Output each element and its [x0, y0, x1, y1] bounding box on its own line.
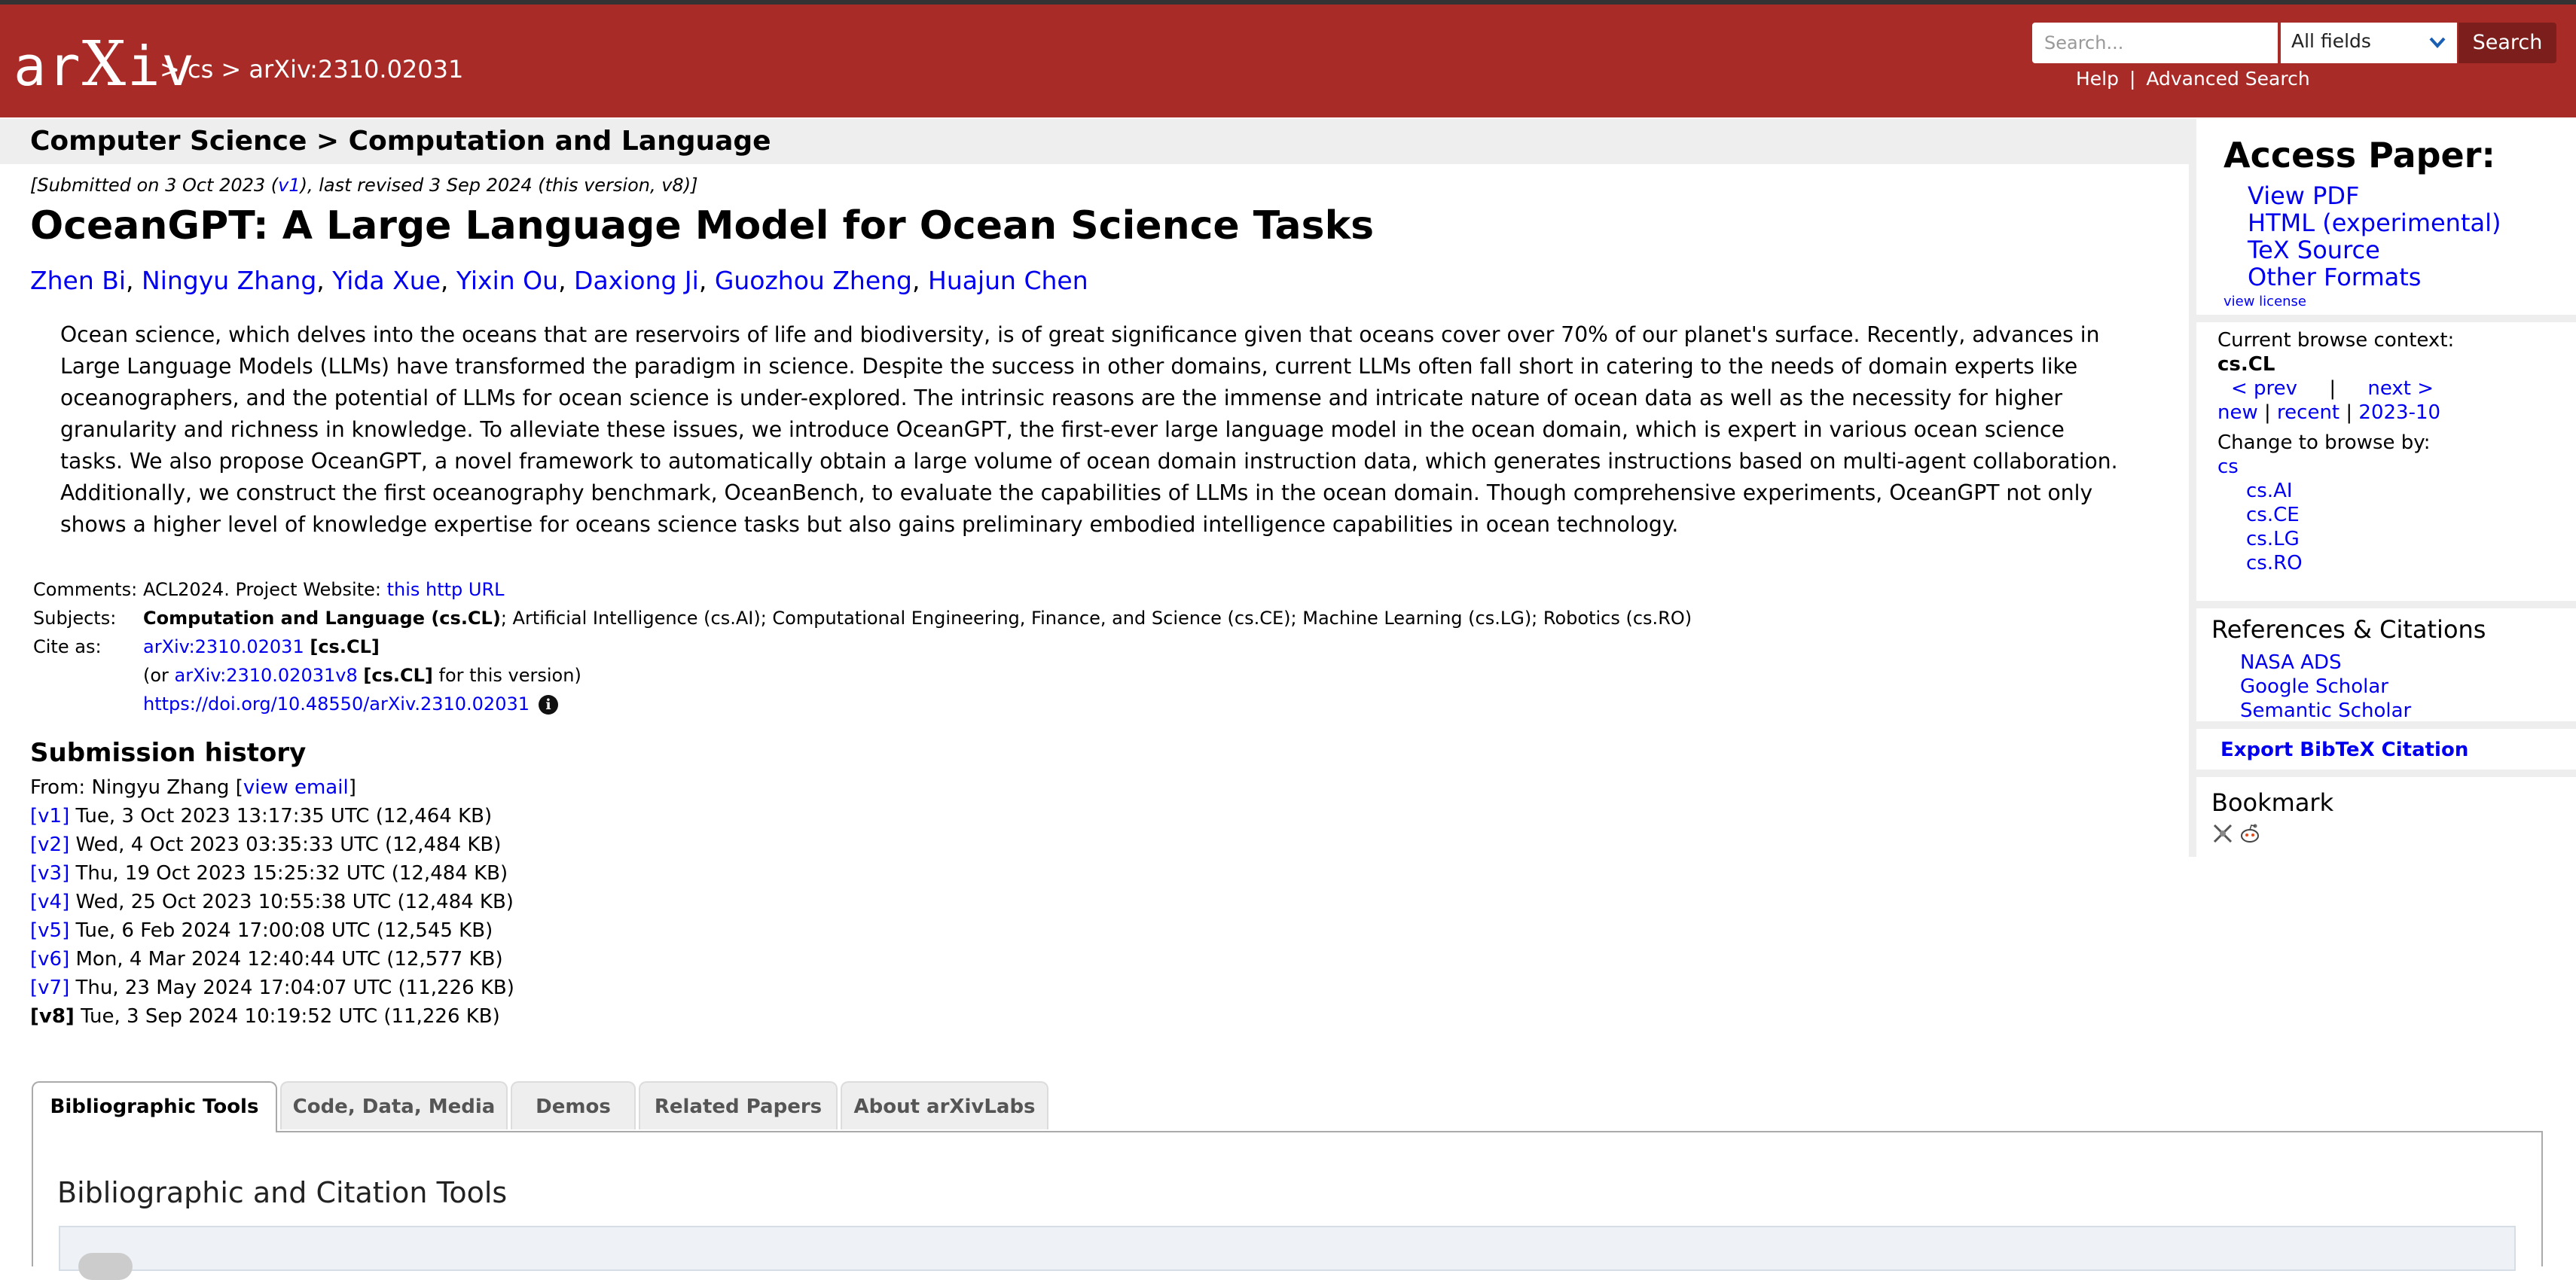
comments-label: Comments: — [33, 579, 138, 600]
version-link[interactable]: [v1] — [30, 805, 70, 827]
author-list: Zhen Bi, Ningyu Zhang, Yida Xue, Yixin Ou, Daxiong Ji, Guozhou Zheng, Huajun Chen — [30, 266, 1088, 295]
change-browse-label: Change to browse by: — [2217, 431, 2431, 454]
submitter-prefix: From: Ningyu Zhang [ — [30, 776, 243, 799]
version-info: Thu, 23 May 2024 17:04:07 UTC (11,226 KB) — [69, 977, 514, 999]
paper-title: OceanGPT: A Large Language Model for Ocean Science Tasks — [30, 203, 1375, 248]
month-link[interactable]: 2023-10 — [2358, 401, 2441, 424]
author-link[interactable]: Ningyu Zhang — [142, 266, 317, 295]
browse-context — [2217, 328, 2454, 575]
references-box — [2196, 601, 2576, 729]
new-link[interactable]: new — [2217, 401, 2258, 424]
recent-link[interactable]: recent — [2277, 401, 2340, 424]
tab-panel — [32, 1131, 2543, 1266]
category-link[interactable]: cs.CE — [2246, 504, 2300, 526]
cite-or-prefix: (or — [143, 665, 175, 686]
cite-label: Cite as: — [33, 636, 102, 657]
search-input[interactable] — [2032, 23, 2278, 63]
version-link[interactable]: [v5] — [30, 919, 70, 942]
subcategory-list — [2217, 479, 2454, 575]
nasa-ads-link[interactable]: NASA ADS — [2240, 651, 2342, 674]
version-row-current — [30, 1002, 514, 1031]
metadata-table — [33, 575, 1692, 718]
version-info: Tue, 3 Oct 2023 13:17:35 UTC (12,464 KB) — [69, 805, 493, 827]
cite-category: [cs.CL] — [310, 636, 380, 657]
dateline-prefix: [Submitted on 3 Oct 2023 ( — [30, 175, 279, 196]
access-paper-heading: Access Paper: — [2223, 135, 2495, 175]
author-link[interactable]: Yida Xue — [332, 266, 441, 295]
subject-header — [0, 119, 2190, 164]
version-link[interactable]: [v7] — [30, 977, 70, 999]
category-link[interactable]: cs.AI — [2246, 480, 2293, 502]
author-link[interactable]: Huajun Chen — [928, 266, 1088, 295]
context-value: cs.CL — [2217, 353, 2275, 376]
doi-spacer — [33, 690, 143, 718]
header-links — [2076, 66, 2310, 92]
author-link[interactable]: Daxiong Ji — [574, 266, 699, 295]
version-row — [30, 859, 514, 888]
submission-history — [30, 773, 514, 1031]
comments-row — [33, 575, 1692, 604]
comments-text: ACL2024. Project Website: — [143, 579, 387, 600]
submission-history-heading: Submission history — [30, 738, 307, 768]
version-link[interactable]: [v2] — [30, 834, 70, 856]
doi-row — [33, 690, 1692, 718]
version-link[interactable]: [v4] — [30, 891, 70, 913]
submitter-line — [30, 773, 514, 802]
category-cs-link[interactable]: cs — [2217, 456, 2239, 478]
bibsonomy-icon[interactable] — [2211, 822, 2234, 845]
tab-related-papers[interactable]: Related Papers — [639, 1081, 838, 1129]
new-recent-row — [2217, 401, 2454, 425]
info-icon[interactable]: i — [539, 695, 558, 715]
cite-version-spacer — [33, 661, 143, 690]
current-version-label: [v8] — [30, 1005, 75, 1028]
tab-about-arxivlabs[interactable]: About arXivLabs — [841, 1081, 1048, 1129]
header-link-separator: | — [2129, 68, 2136, 90]
version-row — [30, 916, 514, 945]
view-license-link[interactable]: view license — [2223, 294, 2307, 309]
semantic-scholar-link[interactable]: Semantic Scholar — [2240, 699, 2412, 722]
doi-link[interactable]: https://doi.org/10.48550/arXiv.2310.02031 — [143, 693, 530, 715]
version-link[interactable]: [v3] — [30, 862, 70, 885]
reddit-icon[interactable] — [2239, 822, 2261, 845]
tab-demos[interactable]: Demos — [511, 1081, 636, 1129]
bookmark-box — [2196, 770, 2576, 857]
dateline-v1-link[interactable]: v1 — [278, 175, 301, 196]
prev-next-row — [2217, 376, 2454, 401]
version-info: Thu, 19 Oct 2023 15:25:32 UTC (12,484 KB) — [69, 862, 508, 885]
sidebar — [2189, 119, 2576, 857]
google-scholar-link[interactable]: Google Scholar — [2240, 675, 2388, 698]
bookmark-heading: Bookmark — [2211, 788, 2334, 817]
subjects-label: Subjects: — [33, 608, 117, 629]
breadcrumb[interactable]: > cs > arXiv:2310.02031 — [160, 55, 464, 84]
cite-version-category: [cs.CL] — [363, 665, 433, 686]
author-link[interactable]: Zhen Bi — [30, 266, 127, 295]
subjects-row — [33, 604, 1692, 632]
category-link[interactable]: cs.RO — [2246, 552, 2303, 574]
new-recent-separator: | — [2264, 401, 2271, 424]
prev-link[interactable]: < prev — [2231, 377, 2298, 400]
tab-code-data-media[interactable]: Code, Data, Media — [280, 1081, 508, 1129]
version-info: Wed, 4 Oct 2023 03:35:33 UTC (12,484 KB) — [69, 834, 502, 856]
author-link[interactable]: Yixin Ou — [456, 266, 559, 295]
search-button[interactable]: Search — [2458, 23, 2556, 63]
references-heading: References & Citations — [2211, 615, 2486, 644]
tab-bibliographic-tools[interactable]: Bibliographic Tools — [32, 1081, 277, 1132]
bookmark-icons — [2211, 822, 2261, 845]
version-info: Tue, 6 Feb 2024 17:00:08 UTC (12,545 KB) — [69, 919, 493, 942]
search-field-select[interactable] — [2281, 23, 2457, 63]
tex-source-link[interactable]: TeX Source — [2248, 236, 2380, 264]
cite-version-row — [33, 661, 1692, 690]
submitter-suffix: ] — [348, 776, 356, 799]
abstract-text: Ocean science, which delves into the oceans that are reservoirs of life and biodiversity, is of great significance given that oceans cover over 70% of our planet's surface. Recently, advances in Large Language Models (LLMs) have transformed the paradigm in science. Despite the success in other domains, current LLMs often fall short in catering to the needs of domain experts like oceanographers, and the potential of LLMs for ocean science is under-explored. The intrinsic reasons are the immense and intricate nature of ocean data as well as the necessity for higher granularity and richness in knowledge. To alleviate these issues, we introduce OceanGPT, the first-ever large language model in the ocean domain, which is expert in various ocean science tasks. We also propose OceanGPT, a novel framework to automatically obtain a large volume of ocean domain instruction data, which generates instructions based on multi-agent collaboration. Additionally, we construct the first oceanography benchmark, OceanBench, to evaluate the capabilities of LLMs in the ocean domain. Though comprehensive experiments, OceanGPT not only shows a higher level of knowledge expertise for oceans science tasks but also gains preliminary embodied intelligence capabilities in ocean technology. — [60, 322, 2118, 537]
version-row — [30, 974, 514, 1002]
prev-next-separator: | — [2329, 377, 2336, 400]
tab-panel-heading: Bibliographic and Citation Tools — [57, 1176, 508, 1209]
cite-row — [33, 632, 1692, 661]
html-link[interactable]: HTML (experimental) — [2248, 209, 2501, 237]
recent-month-separator: | — [2346, 401, 2353, 424]
explorer-toggle[interactable] — [78, 1253, 133, 1280]
version-info: Tue, 3 Sep 2024 10:19:52 UTC (11,226 KB) — [74, 1005, 500, 1028]
next-link[interactable]: next > — [2367, 377, 2434, 400]
view-email-link[interactable]: view email — [243, 776, 349, 799]
category-link[interactable]: cs.LG — [2246, 528, 2300, 550]
subject-header-text: Computer Science > Computation and Language — [30, 126, 771, 157]
search-field-value: All fields — [2291, 30, 2371, 52]
context-label: Current browse context: — [2217, 329, 2455, 352]
version-row — [30, 888, 514, 916]
version-info: Mon, 4 Mar 2024 12:40:44 UTC (12,577 KB) — [69, 948, 503, 971]
dateline-suffix: ), last revised 3 Sep 2024 (this version, v8)] — [300, 175, 698, 196]
chevron-down-icon — [2427, 32, 2448, 53]
cite-id-link[interactable]: arXiv:2310.02031 — [143, 636, 304, 657]
project-website-link[interactable]: this http URL — [386, 579, 505, 600]
access-paper-box — [2196, 119, 2576, 322]
author-link[interactable]: Guozhou Zheng — [714, 266, 913, 295]
cite-or-suffix: for this version) — [432, 665, 581, 686]
site-header — [0, 5, 2576, 117]
export-bibtex-link[interactable]: Export BibTeX Citation — [2220, 739, 2469, 761]
view-pdf-link[interactable]: View PDF — [2248, 181, 2360, 210]
other-formats-link[interactable]: Other Formats — [2248, 263, 2422, 291]
advanced-search-link[interactable]: Advanced Search — [2146, 68, 2310, 90]
version-row — [30, 945, 514, 974]
help-link[interactable]: Help — [2076, 68, 2119, 90]
references-links — [2240, 651, 2411, 723]
access-links — [2248, 182, 2501, 291]
version-link[interactable]: [v6] — [30, 948, 70, 971]
submission-dateline — [30, 173, 697, 197]
bibliographic-explorer-strip — [59, 1226, 2516, 1271]
primary-subject: Computation and Language (cs.CL) — [143, 608, 501, 629]
arxiv-logo[interactable]: arXiv — [14, 29, 196, 100]
version-row — [30, 802, 514, 830]
version-row — [30, 830, 514, 859]
secondary-subjects: ; Artificial Intelligence (cs.AI); Computational Engineering, Finance, and Science (cs.CE); Machine Learning (cs.LG); Robotics (cs.RO) — [500, 608, 1692, 629]
version-info: Wed, 25 Oct 2023 10:55:38 UTC (12,484 KB) — [69, 891, 514, 913]
cite-version-link[interactable]: arXiv:2310.02031v8 — [174, 665, 358, 686]
